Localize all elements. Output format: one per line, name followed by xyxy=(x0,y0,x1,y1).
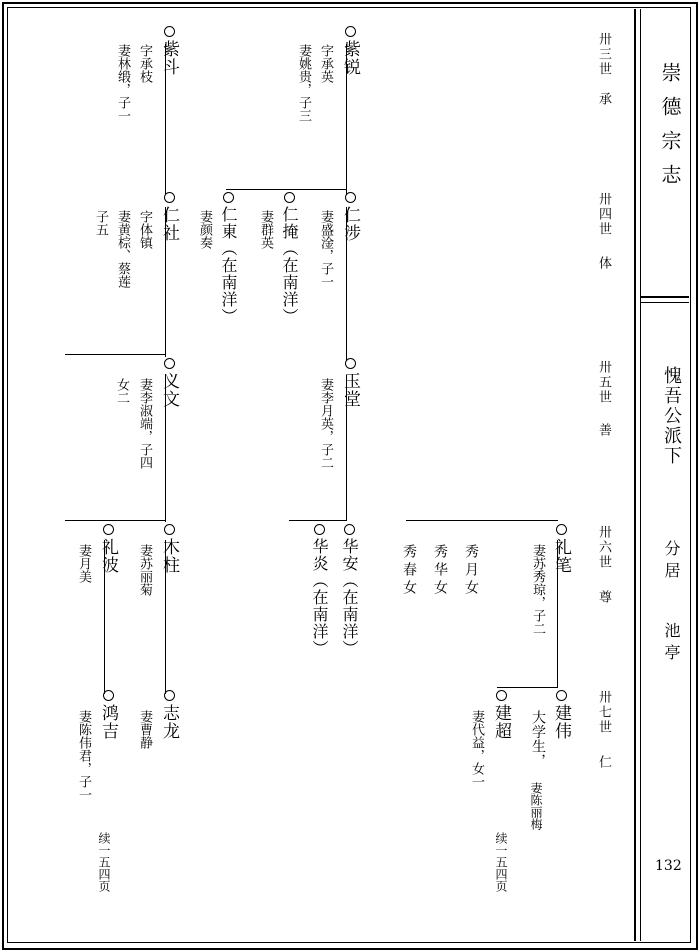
person-zhilong: 志龙 xyxy=(157,690,182,740)
person-hongji: 鸿吉 xyxy=(96,690,121,740)
page-inner-border xyxy=(7,7,691,943)
continued-note-left: 续一五四页 xyxy=(97,832,111,892)
yiwen-note-1: 妻李淑端，子四 xyxy=(137,378,152,469)
circle-icon xyxy=(223,192,234,203)
daughter-3: 秀春女 xyxy=(401,544,417,598)
circle-icon xyxy=(103,690,114,701)
subsection-1: 分居 xyxy=(662,540,681,584)
circle-icon xyxy=(164,26,175,37)
libo-note-1: 妻月美 xyxy=(76,544,91,583)
circle-icon xyxy=(314,524,325,535)
rensheng-note-2: 妻黄棕、蔡莲 xyxy=(115,210,130,288)
libi-note-1: 妻苏秀琼，子二 xyxy=(530,544,545,635)
person-rendong: 仁東（在南洋） xyxy=(217,192,240,325)
yutang-note-1: 妻李月英，子二 xyxy=(318,378,333,469)
circle-icon xyxy=(164,524,175,535)
line-gen36-mid-bar xyxy=(65,520,166,521)
generation-34-char: 体 xyxy=(596,256,611,269)
person-huayan: 华炎（在南洋） xyxy=(308,524,331,657)
generation-33: 卅三世 xyxy=(596,32,611,77)
jianwei-note-1: 大学生， xyxy=(530,710,546,768)
circle-icon xyxy=(556,690,567,701)
circle-icon xyxy=(556,524,567,535)
margin-divider-inner xyxy=(640,9,641,941)
zhilong-note-1: 妻曹静 xyxy=(137,710,152,749)
person-zirui: 紫锐 xyxy=(338,26,363,76)
person-huaan: 华安（在南洋） xyxy=(338,524,361,657)
zirui-note-1: 字承英 xyxy=(318,44,333,83)
book-title: 崇德宗志 xyxy=(658,62,682,198)
muzhu-note-1: 妻苏丽菊 xyxy=(137,544,152,596)
title-divider-inner xyxy=(641,302,689,303)
circle-icon xyxy=(284,192,295,203)
generation-35-char: 善 xyxy=(596,423,611,436)
title-divider xyxy=(641,296,689,298)
circle-icon xyxy=(164,690,175,701)
person-jianchao: 建超 xyxy=(489,690,514,740)
line-gen35-left-bar xyxy=(65,354,166,355)
person-libo: 礼波 xyxy=(96,524,121,574)
generation-37-char: 仁 xyxy=(596,755,611,768)
line-gen37-bar xyxy=(497,687,558,688)
circle-icon xyxy=(344,524,355,535)
person-yutang: 玉堂 xyxy=(338,358,363,408)
generation-36: 卅六世 xyxy=(596,525,611,570)
person-zidou: 紫斗 xyxy=(157,26,182,76)
person-yiwen: 义文 xyxy=(157,358,182,408)
subsection-2: 池亭 xyxy=(662,622,681,666)
jianchao-note-1: 妻代益，女一 xyxy=(469,710,484,788)
circle-icon xyxy=(164,192,175,203)
margin-divider xyxy=(634,9,636,941)
circle-icon xyxy=(345,192,356,203)
line-gen36-left-bar xyxy=(289,520,347,521)
section-title: 愧吾公派下 xyxy=(661,366,682,466)
page-number: 132 xyxy=(655,858,682,874)
person-libi: 礼笔 xyxy=(549,524,574,574)
circle-icon xyxy=(496,690,507,701)
hongji-note-1: 妻陈伟君，子一 xyxy=(76,710,91,801)
generation-35: 卅五世 xyxy=(596,360,611,405)
rensheng-note-3: 子五 xyxy=(93,210,108,236)
person-rensheng: 仁社 xyxy=(157,192,182,242)
rendong-note-1: 妻颜奏 xyxy=(197,210,212,249)
person-jianwei: 建伟 xyxy=(549,690,574,740)
circle-icon xyxy=(103,524,114,535)
rensh-note-1: 妻盛淦，子一 xyxy=(318,210,333,288)
person-renyan: 仁掩（在南洋） xyxy=(278,192,301,325)
line-gen34-bar xyxy=(226,189,347,190)
generation-34: 卅四世 xyxy=(596,192,611,237)
rensheng-note-1: 字体镇 xyxy=(137,210,152,249)
person-rensh: 仁涉 xyxy=(338,192,363,242)
yiwen-note-2: 女二 xyxy=(114,378,129,404)
continued-note-right: 续一五四页 xyxy=(494,832,508,892)
generation-33-char: 承 xyxy=(596,92,611,105)
jianwei-note-2: 妻陈丽梅 xyxy=(529,782,543,830)
generation-36-char: 尊 xyxy=(596,590,611,603)
renyan-note-1: 妻群英 xyxy=(258,210,273,249)
daughter-1: 秀月女 xyxy=(463,544,479,598)
person-muzhu: 木柱 xyxy=(157,524,182,574)
circle-icon xyxy=(345,26,356,37)
circle-icon xyxy=(345,358,356,369)
generation-37: 卅七世 xyxy=(596,690,611,735)
zidou-note-1: 字承枝 xyxy=(137,44,152,83)
zirui-note-2: 妻姚贵，子三 xyxy=(296,44,311,122)
daughter-2: 秀华女 xyxy=(432,544,448,598)
zidou-note-2: 妻林缎，子一 xyxy=(115,44,130,122)
circle-icon xyxy=(164,358,175,369)
line-gen36-right-bar xyxy=(406,520,558,521)
